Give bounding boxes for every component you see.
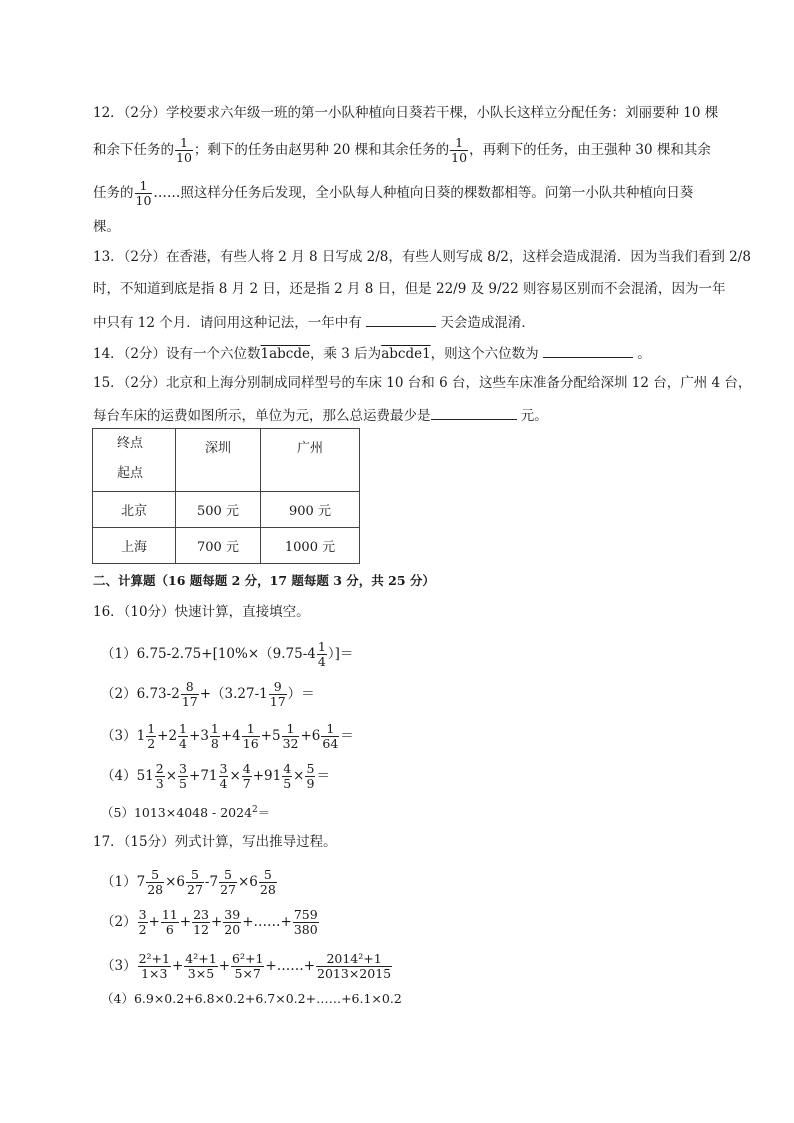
fraction-1-10: $\frac{1}{10}$ [176,135,192,165]
q17-part3: （3） $\frac{\text{2²+1}}{1\times 3}$ + $\frac{\text{4²+1}}{3\times 5}$ + $\frac{\text{6²+1}}{5\times 7}$ +……+ $\frac{\text{2014²+1}}{2013\times 2015}$ [101,951,392,981]
q13-text-3a: 中只有 12 个月．请问用这种记法，一年中有 [93,315,362,331]
q17-heading: 17．（15分）列式计算，写出推导过程。 [93,834,337,850]
freight-cost-table [92,428,360,564]
q17-part1: （1）7 $\frac{5}{28}$ ×6 $\frac{5}{27}$ -7 $\frac{5}{27}$ ×6 $\frac{5}{28}$ [101,867,276,897]
q12-line1 [93,104,718,122]
column-header-guangzhou: 广州 [261,429,360,492]
q13-line3 [93,312,535,332]
row-header-shanghai: 上海 [93,528,176,564]
q16-part4: （4）51 $\frac{2}{3}$ × $\frac{3}{5}$ +71 $\frac{3}{4}$ × $\frac{4}{7}$ +91 $\frac{4}{5}$ × $\frac{5}{9}$ ＝ [101,761,330,791]
q15-line1 [93,374,751,392]
q13-text-3b: 天会造成混淆． [440,315,535,331]
q14-text-d: 。 [637,346,651,362]
q12-line3 [93,179,693,208]
q15-text-1: 15．（2分）北京和上海分别制成同样型号的车床 10 台和 6 台，这些车床准备分配给深圳 12 台，广州 4 台， [93,375,752,391]
answer-blank-q14[interactable] [543,343,633,358]
table-cell: 700 元 [176,528,261,564]
corner-label-origin: 起点 [117,466,144,481]
q16-heading: 16．（10分）快速计算，直接填空。 [93,604,310,620]
q12-line4 [93,218,120,236]
table-row [93,528,360,564]
table-corner-cell [93,429,176,492]
q16-part2: （2）6.73-2 $\frac{8}{17}$ +（3.27-1 $\frac{9}{17}$ ）＝ [101,679,315,709]
q15-line2 [93,405,548,425]
q17-part4: （4）6.9×0.2+6.8×0.2+6.7×0.2+……+6.1×0.2 [101,991,402,1006]
table-cell: 1000 元 [261,528,360,564]
q12-text-2c: ，再剩下的任务，由王强种 30 棵和其余 [469,142,711,158]
q15-text-2b: 元。 [520,408,548,424]
q12-text-4: 棵。 [93,219,120,235]
q14-number-overlined: 1abcde [260,346,311,362]
q15-text-2a: 每台车床的运费如图所示，单位为元，那么总运费最少是 [93,408,431,424]
q12-text-3a: 任务的 [93,185,134,201]
q12-text-2b: ；剩下的任务由赵男种 20 棵和其余任务的 [193,142,450,158]
q13-line2 [93,280,725,298]
q12-line2 [93,136,711,165]
q13-text-1: 13．（2分）在香港，有些人将 2 月 8 日写成 2/8，有些人则写成 8/2，这样会造成混淆．因为当我们看到 2/8 [93,249,751,265]
q13-line1 [93,248,751,266]
fraction-1-10: $\frac{1}{10}$ [451,135,468,165]
q16-part5: $(5)1013\times 4048 - 2024^2=$ [101,805,271,821]
q16-part3: （3）1 $\frac{1}{2}$ +2 $\frac{1}{4}$ +3 $\frac{1}{8}$ +4 $\frac{1}{16}$ +5 $\frac{1}{32}$ +6 $\frac{1}{64}$ ＝ [101,721,354,751]
corner-label-destination: 终点 [117,436,144,451]
fraction-1-10: $\frac{1}{10}$ [135,178,152,208]
q14-text-b: ，乘 3 后为 [310,346,382,362]
q14-text-a: 14．（2分）设有一个六位数 [93,346,261,362]
q17-part2: （2） $\frac{3}{2}$ + $\frac{11}{6}$ + $\frac{23}{12}$ + $\frac{39}{20}$ +……+ $\frac{759}{380}$ [101,907,318,937]
column-header-shenzhen: 深圳 [176,429,261,492]
q12-text-3b: ……照这样分任务后发现，全小队每人种植向日葵的棵数都相等。问第一小队共种植向日葵 [153,185,694,201]
q13-text-2: 时，不知道到底是指 8 月 2 日，还是指 2 月 8 日，但是 22/9 及 9/22 则容易区别而不会混淆，因为一年 [93,281,726,297]
table-row [93,492,360,528]
q14-line [93,343,651,363]
q12-text-1: 12．（2分）学校要求六年级一班的第一小队种植向日葵若干棵，小队长这样立分配任务：刘丽要种 10 棵 [93,105,719,121]
table-cell: 900 元 [261,492,360,528]
q16-part1: （1）6.75-2.75+[10%×（9.75-4 $\frac{1}{4}$ ）]＝ [101,639,354,669]
section-heading: 二、计算题（16 题每题 2 分，17 题每题 3 分，共 25 分） [93,573,435,588]
row-header-beijing: 北京 [93,492,176,528]
q12-text-2a: 和余下任务的 [93,142,174,158]
table-cell: 500 元 [176,492,261,528]
q14-number-overlined-2: abcde1 [381,346,431,362]
answer-blank-q13[interactable] [366,312,436,327]
q14-text-c: ，则这个六位数为 [430,346,539,362]
answer-blank-q15[interactable] [431,405,517,420]
